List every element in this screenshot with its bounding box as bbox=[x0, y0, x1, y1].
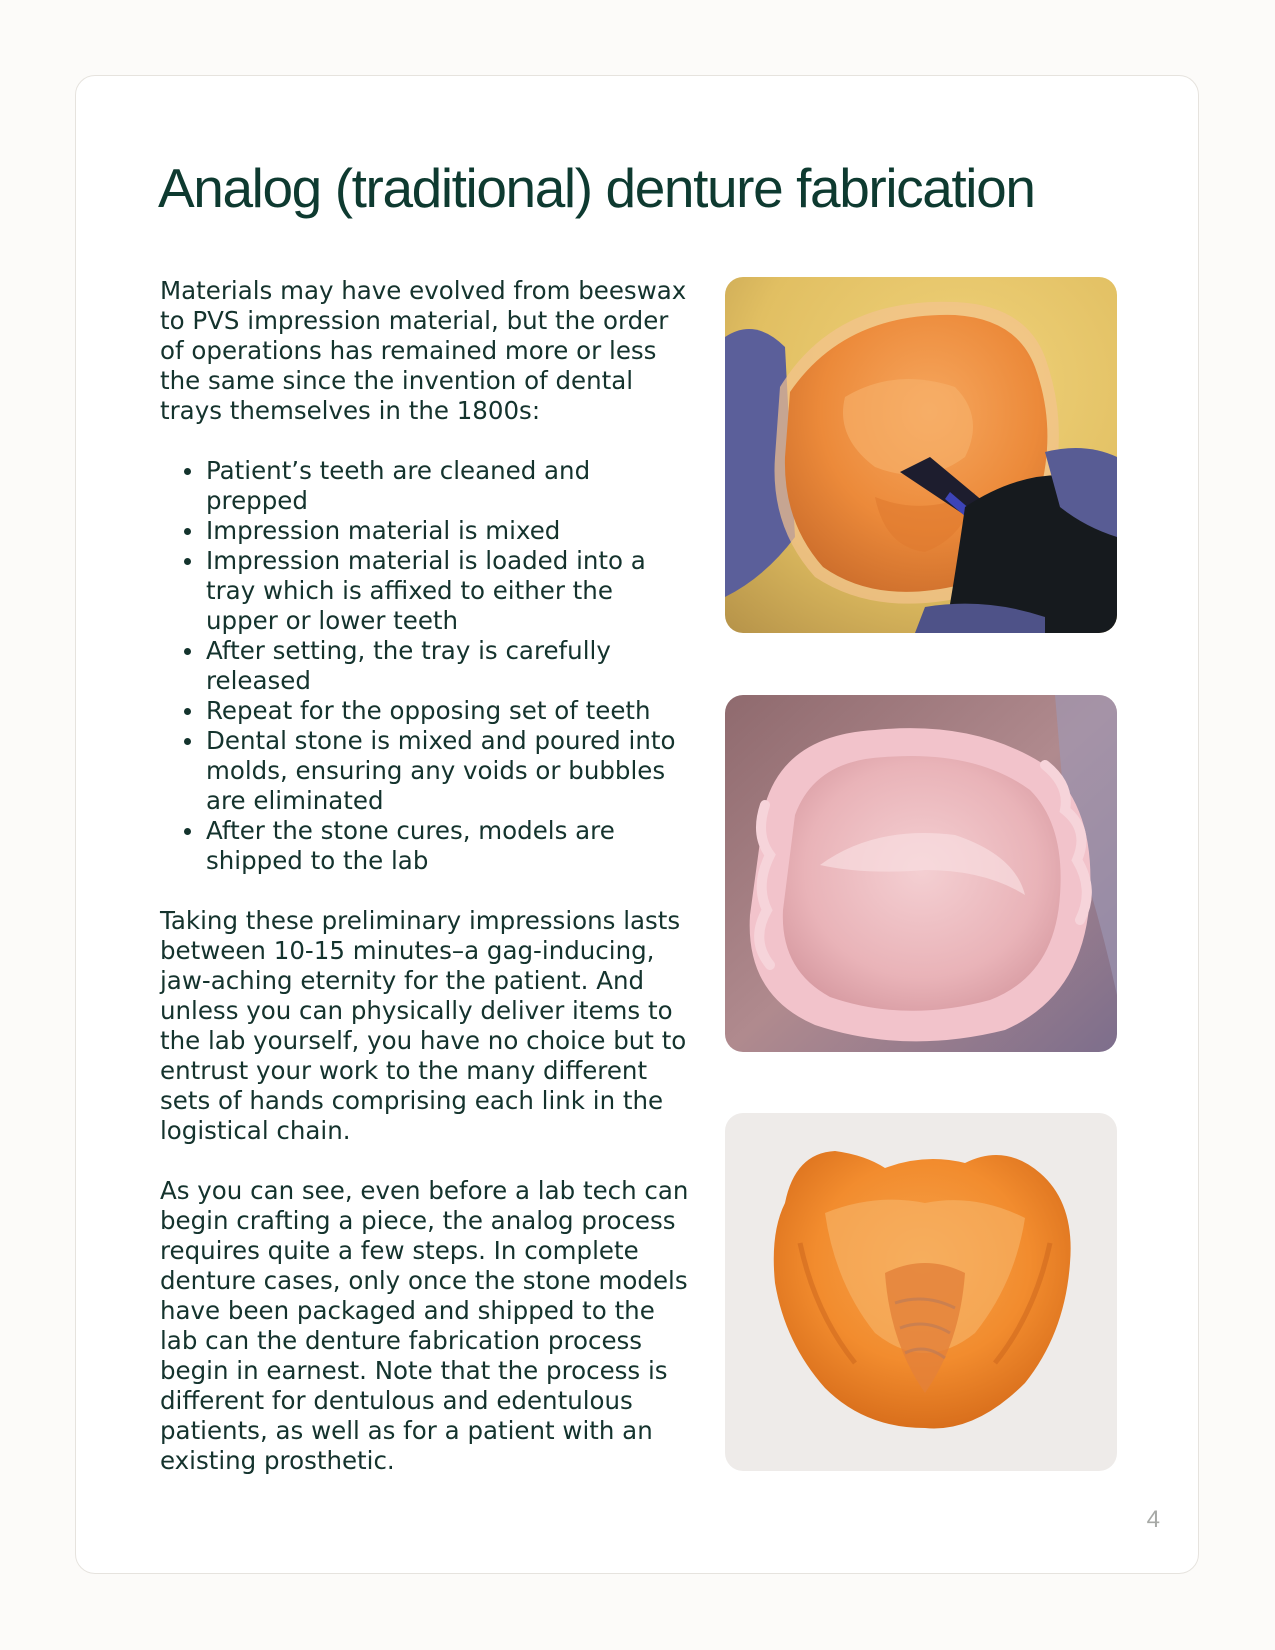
body-text-column bbox=[160, 276, 690, 1476]
impression-tray-photo bbox=[725, 277, 1117, 633]
page-card bbox=[75, 75, 1199, 1574]
analog-process-paragraph: As you can see, even before a lab tech can begin crafting a piece, the analog process requires quite a few steps. In complete denture cases, only once the stone models have been packaged and shipped to the lab can the denture fabrication process begin in earnest. Note that the process is different for dentulous and edentulous patients, as well as for a patient with an existing prosthetic. bbox=[160, 1176, 689, 1475]
list-item: After the stone cures, models are shipped to the lab bbox=[206, 816, 690, 876]
process-steps-list bbox=[160, 456, 690, 876]
list-item: Repeat for the opposing set of teeth bbox=[206, 696, 690, 726]
pink-impression-photo bbox=[725, 695, 1117, 1052]
list-item: After setting, the tray is carefully released bbox=[206, 636, 690, 696]
impressions-paragraph: Taking these preliminary impressions lasts between 10-15 minutes–a gag-inducing, jaw-aching eternity for the patient. And unless you can physically deliver items to the lab yourself, you have no choice but to entrust your work to the many different sets of hands comprising each link in the logistical chain. bbox=[160, 906, 687, 1145]
list-item: Impression material is loaded into a tray which is affixed to either the upper or lower teeth bbox=[206, 546, 690, 636]
page-title: Analog (traditional) denture fabrication bbox=[158, 157, 1035, 219]
page-number: 4 bbox=[1146, 1506, 1160, 1533]
digital-scan-photo bbox=[725, 1113, 1117, 1471]
list-item: Patient’s teeth are cleaned and prepped bbox=[206, 456, 690, 516]
list-item: Dental stone is mixed and poured into molds, ensuring any voids or bubbles are eliminated bbox=[206, 726, 690, 816]
intro-paragraph: Materials may have evolved from beeswax to PVS impression material, but the order of operations has remained more or less the same since the invention of dental trays themselves in the 1800s: bbox=[160, 276, 687, 425]
list-item: Impression material is mixed bbox=[206, 516, 690, 546]
